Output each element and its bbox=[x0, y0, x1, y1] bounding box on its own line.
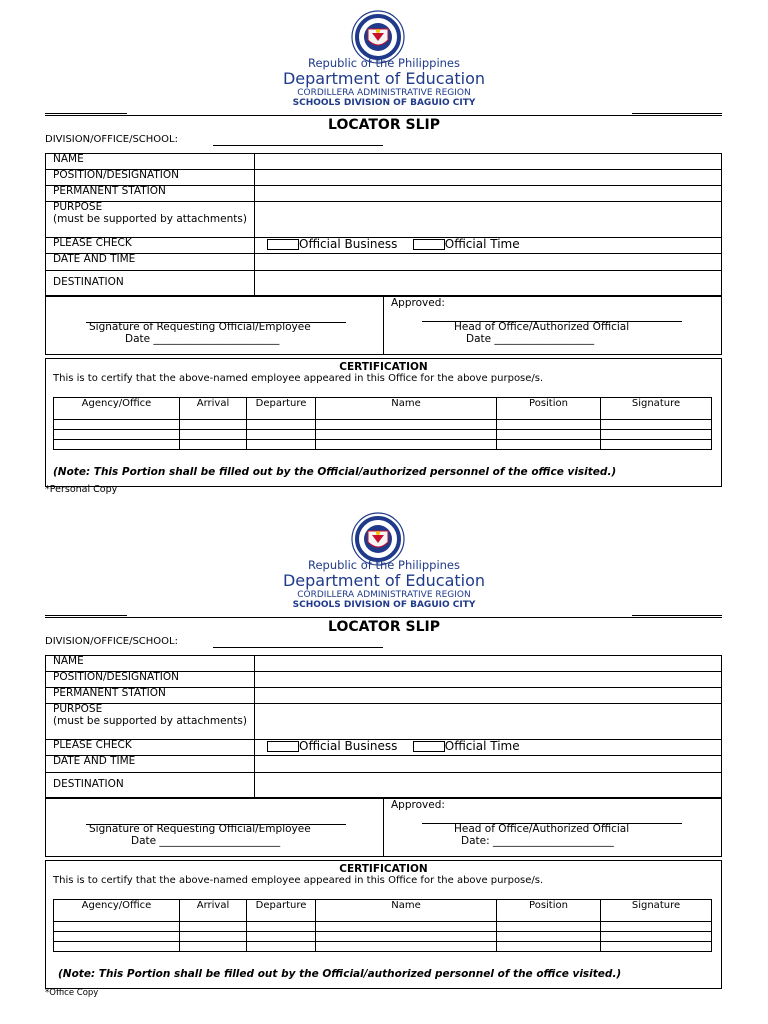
signature-divider bbox=[383, 297, 384, 354]
header-rule-left bbox=[45, 113, 127, 114]
col-name: Name bbox=[316, 398, 497, 420]
datetime-field[interactable] bbox=[255, 254, 722, 271]
col-signature: Signature bbox=[601, 398, 712, 420]
official-business-label: Official Business bbox=[299, 237, 398, 251]
department-heading: Department of Education bbox=[282, 571, 486, 590]
form-title: LOCATOR SLIP bbox=[328, 619, 440, 635]
department-heading: Department of Education bbox=[282, 69, 486, 88]
requester-date: Date ________________________ bbox=[125, 333, 280, 345]
copy-label: *Personal Copy bbox=[45, 484, 118, 495]
destination-label: DESTINATION bbox=[46, 773, 255, 798]
station-label: PERMANENT STATION bbox=[46, 688, 255, 704]
signature-box bbox=[45, 798, 722, 857]
check-options bbox=[255, 238, 722, 254]
division-input-line[interactable] bbox=[213, 647, 383, 648]
col-position: Position bbox=[497, 398, 601, 420]
requester-date: Date _______________________ bbox=[131, 835, 281, 847]
table-row bbox=[54, 440, 712, 450]
head-date: Date ___________________ bbox=[466, 333, 595, 345]
employee-info-table bbox=[45, 153, 722, 296]
station-field[interactable] bbox=[255, 688, 722, 704]
division-label: DIVISION/OFFICE/SCHOOL: bbox=[45, 134, 178, 145]
purpose-label: PURPOSE bbox=[53, 703, 103, 715]
datetime-label: DATE AND TIME bbox=[46, 254, 255, 271]
table-row bbox=[54, 430, 712, 440]
col-signature: Signature bbox=[601, 900, 712, 922]
table-row bbox=[54, 932, 712, 942]
datetime-label: DATE AND TIME bbox=[46, 756, 255, 773]
official-time-checkbox[interactable] bbox=[413, 741, 445, 752]
official-time-label: Official Time bbox=[444, 739, 520, 753]
head-signature-label: Head of Office/Authorized Official bbox=[454, 823, 630, 835]
region-heading: CORDILLERA ADMINISTRATIVE REGION bbox=[297, 88, 471, 98]
col-arrival: Arrival bbox=[180, 398, 247, 420]
visits-table bbox=[53, 899, 712, 952]
purpose-label-cell bbox=[46, 202, 255, 238]
region-heading: CORDILLERA ADMINISTRATIVE REGION bbox=[297, 590, 471, 600]
col-departure: Departure bbox=[247, 900, 316, 922]
header-rule-right bbox=[632, 113, 722, 114]
destination-label: DESTINATION bbox=[46, 271, 255, 296]
division-label: DIVISION/OFFICE/SCHOOL: bbox=[45, 636, 178, 647]
header-rule-right bbox=[632, 615, 722, 616]
division-input-line[interactable] bbox=[213, 145, 383, 146]
col-arrival: Arrival bbox=[180, 900, 247, 922]
certification-text: This is to certify that the above-named employee appeared in this Office for the above purpose/s. bbox=[53, 875, 544, 886]
check-label: PLEASE CHECK bbox=[46, 238, 255, 254]
col-agency: Agency/Office bbox=[54, 900, 180, 922]
check-options bbox=[255, 740, 722, 756]
col-position: Position bbox=[497, 900, 601, 922]
purpose-field[interactable] bbox=[255, 202, 722, 238]
table-row bbox=[54, 942, 712, 952]
name-label: NAME bbox=[46, 656, 255, 672]
official-business-checkbox[interactable] bbox=[267, 741, 299, 752]
head-date: Date: _______________________ bbox=[461, 835, 614, 847]
official-time-label: Official Time bbox=[444, 237, 520, 251]
official-time-checkbox[interactable] bbox=[413, 239, 445, 250]
division-heading: SCHOOLS DIVISION OF BAGUIO CITY bbox=[292, 600, 476, 610]
col-departure: Departure bbox=[247, 398, 316, 420]
employee-info-table bbox=[45, 655, 722, 798]
position-field[interactable] bbox=[255, 672, 722, 688]
purpose-label-cell bbox=[46, 704, 255, 740]
form-title: LOCATOR SLIP bbox=[328, 117, 440, 133]
position-field[interactable] bbox=[255, 170, 722, 186]
position-label: POSITION/DESIGNATION bbox=[46, 672, 255, 688]
certification-title: CERTIFICATION bbox=[339, 361, 428, 373]
destination-field[interactable] bbox=[255, 773, 722, 798]
certification-title: CERTIFICATION bbox=[339, 863, 428, 875]
approved-label: Approved: bbox=[391, 297, 445, 309]
locator-slip-personal-copy bbox=[0, 0, 768, 502]
signature-box bbox=[45, 296, 722, 355]
visits-table bbox=[53, 397, 712, 450]
certification-note: (Note: This Portion shall be filled out by the Official/authorized personnel of the office visited.) bbox=[58, 968, 622, 980]
certification-text: This is to certify that the above-named employee appeared in this Office for the above purpose/s. bbox=[53, 373, 544, 384]
signature-divider bbox=[383, 799, 384, 856]
division-heading: SCHOOLS DIVISION OF BAGUIO CITY bbox=[292, 98, 476, 108]
name-field[interactable] bbox=[255, 656, 722, 672]
approved-label: Approved: bbox=[391, 799, 445, 811]
copy-label: *Office Copy bbox=[45, 988, 99, 998]
destination-field[interactable] bbox=[255, 271, 722, 296]
table-row bbox=[54, 922, 712, 932]
locator-slip-office-copy bbox=[0, 502, 768, 1004]
official-business-checkbox[interactable] bbox=[267, 239, 299, 250]
certification-box bbox=[45, 358, 722, 487]
certification-box bbox=[45, 860, 722, 989]
datetime-field[interactable] bbox=[255, 756, 722, 773]
position-label: POSITION/DESIGNATION bbox=[46, 170, 255, 186]
requester-signature-label: Signature of Requesting Official/Employee bbox=[89, 321, 311, 333]
purpose-label: PURPOSE bbox=[53, 201, 103, 213]
col-name: Name bbox=[316, 900, 497, 922]
col-agency: Agency/Office bbox=[54, 398, 180, 420]
official-business-label: Official Business bbox=[299, 739, 398, 753]
republic-heading: Republic of the Philippines bbox=[307, 56, 461, 70]
header-rule bbox=[45, 115, 722, 116]
station-label: PERMANENT STATION bbox=[46, 186, 255, 202]
name-field[interactable] bbox=[255, 154, 722, 170]
requester-signature-label: Signature of Requesting Official/Employee bbox=[89, 823, 311, 835]
purpose-note: (must be supported by attachments) bbox=[53, 212, 247, 225]
name-label: NAME bbox=[46, 154, 255, 170]
certification-note: (Note: This Portion shall be filled out by the Official/authorized personnel of the office visited.) bbox=[53, 466, 617, 478]
check-label: PLEASE CHECK bbox=[46, 740, 255, 756]
station-field[interactable] bbox=[255, 186, 722, 202]
header-rule-left bbox=[45, 615, 127, 616]
purpose-note: (must be supported by attachments) bbox=[53, 714, 247, 727]
purpose-field[interactable] bbox=[255, 704, 722, 740]
header-rule bbox=[45, 617, 722, 618]
head-signature-label: Head of Office/Authorized Official bbox=[454, 321, 630, 333]
republic-heading: Republic of the Philippines bbox=[307, 558, 461, 572]
table-row bbox=[54, 420, 712, 430]
